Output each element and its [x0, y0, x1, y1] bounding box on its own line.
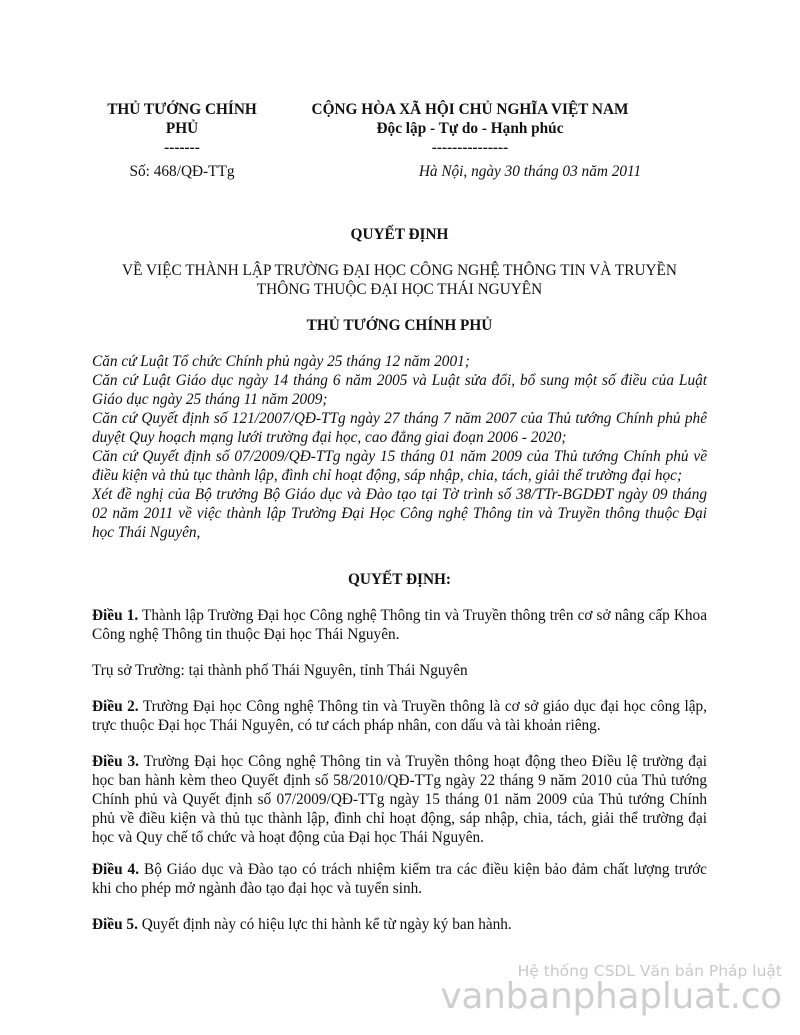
- article-3: [92, 753, 707, 848]
- watermark-site: vanbanphapluat.co: [440, 976, 782, 1017]
- article-label: Điều 4.: [92, 861, 140, 878]
- issuer-block: [92, 100, 272, 157]
- article-label: Điều 2.: [92, 698, 139, 715]
- preamble-item: Căn cứ Luật Tổ chức Chính phủ ngày 25 tháng 12 năm 2001;: [92, 353, 470, 370]
- article-5: [92, 916, 707, 935]
- article-text: Trụ sở Trường: tại thành phố Thái Nguyên, tỉnh Thái Nguyên: [92, 662, 468, 679]
- article-2: [92, 698, 707, 736]
- subject-line-2: THÔNG THUỘC ĐẠI HỌC THÁI NGUYÊN: [256, 280, 543, 298]
- issuer-name-line2: PHỦ: [165, 120, 199, 138]
- article-text: Trường Đại học Công nghệ Thông tin và Truyền thông hoạt động theo Điều lệ trường đại học ban hành kèm theo Quyết định số 58/2010/QĐ-TTg ngày 22 tháng 9 năm 2010 của Thủ tướng Chính phủ và Quyết định số 07/2009/QĐ-TTg ngày 15 tháng 01 năm 2009 của Thủ tướng Chính phủ về điều kiện và thủ tục thành lập, đình chỉ hoạt động, sáp nhập, chia, tách, giải thể trường đại học và Quy chế tổ chức và hoạt động của Đại học Thái Nguyên.: [92, 753, 707, 846]
- document-subject: [92, 262, 707, 300]
- nation-name: CỘNG HÒA XÃ HỘI CHỦ NGHĨA VIỆT NAM: [311, 101, 629, 118]
- document-type: QUYẾT ĐỊNH: [350, 226, 449, 243]
- issue-date: Hà Nội, ngày 30 tháng 03 năm 2011: [418, 163, 642, 180]
- nation-block: [285, 100, 655, 157]
- watermark-caption: Hệ thống CSDL Văn bản Pháp luật: [517, 962, 782, 980]
- article-label: Điều 5.: [92, 916, 138, 933]
- preamble-item: Căn cứ Luật Giáo dục ngày 14 tháng 6 năm 2005 và Luật sửa đổi, bổ sung một số điều của Luật Giáo dục ngày 25 tháng 11 năm 2009;: [92, 371, 707, 408]
- article-text: Thành lập Trường Đại học Công nghệ Thông tin và Truyền thông trên cơ sở nâng cấp Khoa Công nghệ Thông tin thuộc Đại học Thái Nguyên.: [92, 607, 707, 643]
- article-text: Quyết định này có hiệu lực thi hành kể từ ngày ký ban hành.: [137, 916, 512, 933]
- article-text: Bộ Giáo dục và Đào tạo có trách nhiệm kiểm tra các điều kiện bảo đảm chất lượng trước khi cho phép mở ngành đào tạo đại học và tuyển sinh.: [92, 861, 707, 897]
- article-label: Điều 1.: [92, 607, 139, 624]
- article-4: [92, 861, 707, 899]
- subject-line-1: VỀ VIỆC THÀNH LẬP TRƯỜNG ĐẠI HỌC CÔNG NGHỆ THÔNG TIN VÀ TRUYỀN: [122, 262, 677, 279]
- issuer-name-line1: THỦ TƯỚNG CHÍNH: [107, 101, 257, 118]
- preamble-item: Căn cứ Quyết định số 07/2009/QĐ-TTg ngày 15 tháng 01 năm 2009 của Thủ tướng Chính phủ về điều kiện và thủ tục thành lập, đình chỉ hoạt động, sáp nhập, chia, tách, giải thể trường đại học;: [92, 447, 707, 484]
- decision-heading: QUYẾT ĐỊNH:: [348, 571, 451, 588]
- motto-rule: ---------------: [431, 139, 509, 157]
- issuer-rule: -------: [164, 139, 200, 157]
- national-motto: Độc lập - Tự do - Hạnh phúc: [376, 120, 564, 138]
- article-text: Trường Đại học Công nghệ Thông tin và Truyền thông là cơ sở giáo dục đại học công lập, trực thuộc Đại học Thái Nguyên, có tư cách pháp nhân, con dấu và tài khoản riêng.: [92, 698, 707, 734]
- preamble-item: Căn cứ Quyết định số 121/2007/QĐ-TTg ngày 27 tháng 7 năm 2007 của Thủ tướng Chính phủ phê duyệt Quy hoạch mạng lưới trường đại học, cao đẳng giai đoạn 2006 - 2020;: [92, 409, 707, 446]
- issuing-authority: THỦ TƯỚNG CHÍNH PHỦ: [306, 317, 493, 334]
- preamble-item: Xét đề nghị của Bộ trưởng Bộ Giáo dục và Đào tạo tại Tờ trình số 38/TTr-BGDĐT ngày 09 tháng 02 năm 2011 về việc thành lập Trường Đại Học Công nghệ Thông tin và Truyền thông thuộc Đại học Thái Nguyên,: [92, 485, 707, 541]
- document-number: Số: 468/QĐ-TTg: [129, 163, 235, 180]
- article-1-address: [92, 662, 707, 681]
- article-label: Điều 3.: [92, 753, 139, 770]
- preamble: [92, 353, 707, 543]
- article-1: [92, 607, 707, 645]
